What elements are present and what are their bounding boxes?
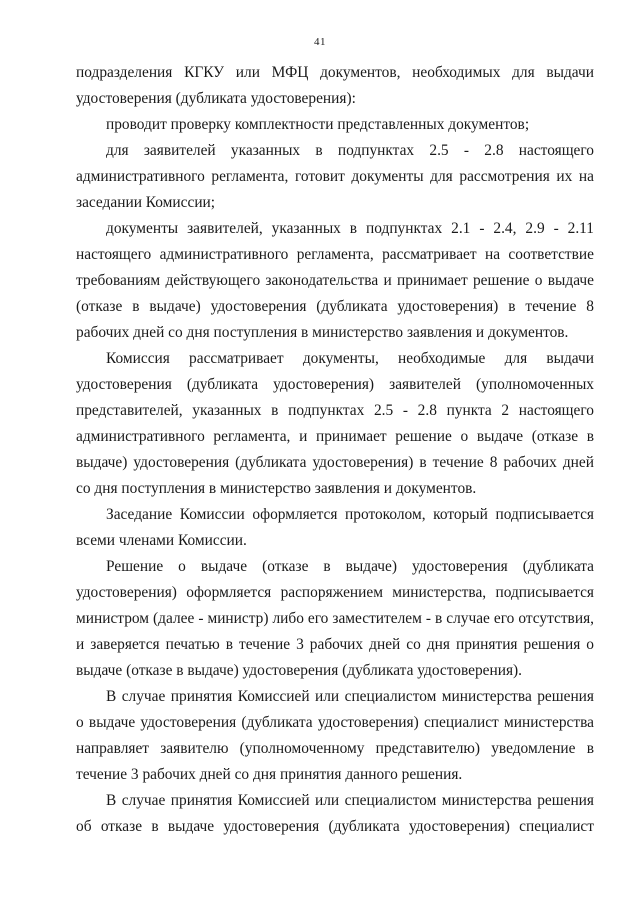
paragraph: подразделения КГКУ или МФЦ документов, необходимых для выдачи удостоверения (дубликата удостоверения): [76, 64, 594, 107]
paragraph: проводит проверку комплектности представленных документов; [106, 116, 530, 133]
paragraph: В случае принятия Комиссией или специалистом министерства решения об отказе в выдаче удостоверения (дубликата удостоверения) специалист [76, 792, 594, 835]
paragraph: Заседание Комиссии оформляется протоколом, который подписывается всеми членами Комиссии. [76, 506, 594, 549]
page-number: 41 [314, 36, 326, 48]
paragraph: для заявителей указанных в подпунктах 2.5 - 2.8 настоящего административного регламента, готовит документы для рассмотрения их на заседании Комиссии; [76, 142, 594, 211]
paragraph: Комиссия рассматривает документы, необходимые для выдачи удостоверения (дубликата удостоверения) заявителей (уполномоченных представителей, указанных в подпунктах 2.5 - 2.8 пункта 2 настоящего административного регламента, и принимает решение о выдаче (отказе в выдаче) удостоверения (дубликата удостоверения) в течение 8 рабочих дней со дня поступления в министерство заявления и документов. [76, 350, 594, 497]
document-body [76, 60, 594, 840]
paragraph: В случае принятия Комиссией или специалистом министерства решения о выдаче удостоверения (дубликата удостоверения) специалист министерства направляет заявителю (уполномоченному представителю) уведомление в течение 3 рабочих дней со дня принятия данного решения. [76, 688, 594, 783]
paragraph: Решение о выдаче (отказе в выдаче) удостоверения (дубликата удостоверения) оформляется распоряжением министерства, подписывается министром (далее - министр) либо его заместителем - в случае его отсутствия, и заверяется печатью в течение 3 рабочих дней со дня принятия решения о выдаче (отказе в выдаче) удостоверения (дубликата удостоверения). [76, 558, 594, 679]
paragraph: документы заявителей, указанных в подпунктах 2.1 - 2.4, 2.9 - 2.11 настоящего административного регламента, рассматривает на соответствие требованиям действующего законодательства и принимает решение о выдаче (отказе в выдаче) удостоверения (дубликата удостоверения) в течение 8 рабочих дней со дня поступления в министерство заявления и документов. [76, 220, 594, 341]
